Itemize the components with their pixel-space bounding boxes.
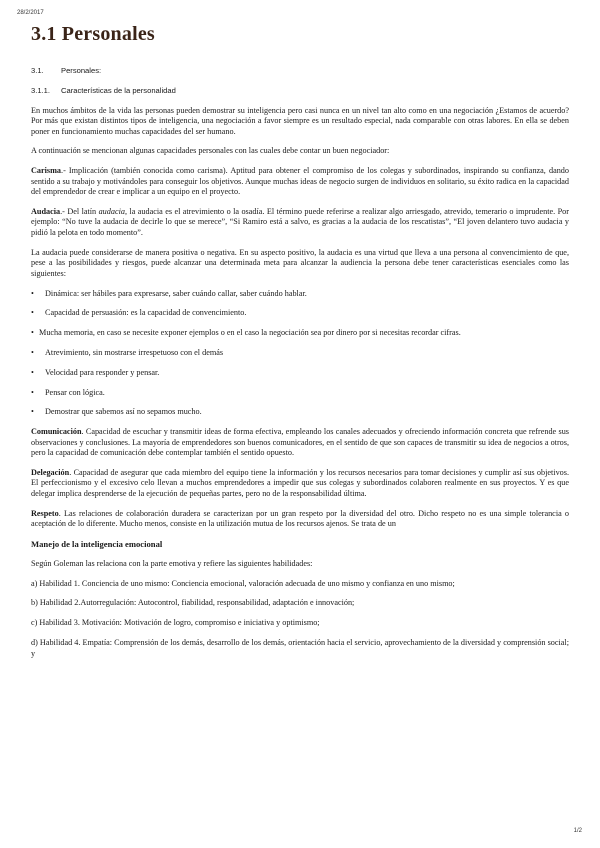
list-item: • Mucha memoria, en caso se necesite exponer ejemplos o en el caso la negociación sea por dinero por si necesitas recordar cifras.	[31, 328, 569, 339]
header-date: 28/2/2017	[17, 10, 44, 16]
list-item: •Pensar con lógica.	[31, 388, 569, 399]
page-title: 3.1 Personales	[31, 23, 155, 45]
bullet-icon	[31, 388, 45, 399]
emotional-intelligence-heading: Manejo de la inteligencia emocional	[31, 539, 163, 550]
carisma-term: Carisma	[31, 166, 62, 176]
page-number: 1/2	[573, 828, 582, 834]
bullet-icon	[31, 348, 45, 359]
bullet-icon	[31, 407, 45, 418]
intro-paragraph: En muchos ámbitos de la vida las personas pueden demostrar su inteligencia pero casi nunca en un nivel tan alto como en una negociación ¿Estamos de acuerdo? Por más que existan distintos tipos de inteligencia, una negociación a favor siempre es un resultado especial, nada comparable con otras labores. En ella se deben poner en funcionamiento muchas capacidades del ser humano.	[31, 105, 569, 136]
audacia-paragraph: Audacia.- Del latín audacia, la audacia es el atrevimiento o la osadía. El término puede referirse a realizar algo arriesgado, atrevido, temerario o imprudente. Por ejemplo: “No tuve la audacia de decirle lo que se merece”, “Si Ramiro está a salvo, es gracias a la audacia de los rescatistas”, “El joven delantero tuvo audacia y pidió la pelota en todo momento”.	[31, 206, 569, 237]
respeto-paragraph: Respeto. Las relaciones de colaboración duradera se caracterizan por un gran respeto por la diversidad del otro. Dicho respeto no es una simple tolerancia o aceptación de lo diferente. Mucho menos, consiste en la utilización mutua de los recursos ajenos. Se trata de un	[31, 508, 569, 529]
list-item: •Capacidad de persuasión: es la capacidad de convencimiento.	[31, 308, 569, 319]
comunicacion-term: Comunicación	[31, 427, 82, 437]
goleman-paragraph: Según Goleman las relaciona con la parte emotiva y refiere las siguientes habilidades:	[31, 558, 313, 568]
section-heading-3-1	[31, 66, 569, 77]
bullet-icon	[31, 328, 37, 339]
bullet-icon	[31, 289, 45, 300]
skill-d: d) Habilidad 4. Empatía: Comprensión de los demás, desarrollo de los demás, orientación hacia el servicio, aprovechamiento de la diversidad y comprensión social; y	[31, 638, 569, 658]
skill-c: c) Habilidad 3. Motivación: Motivación de logro, compromiso e iniciativa y optimismo;	[31, 618, 320, 628]
bullet-icon	[31, 308, 45, 319]
section-label: Personales:	[61, 66, 102, 75]
list-item: •Atrevimiento, sin mostrarse irrespetuoso con el demás	[31, 348, 569, 359]
section-heading-3-1-1	[31, 86, 569, 97]
list-item: •Dinámica: ser hábiles para expresarse, saber cuándo callar, saber cuándo hablar.	[31, 289, 569, 300]
delegacion-term: Delegación	[31, 467, 70, 477]
skill-a: a) Habilidad 1. Conciencia de uno mismo: Conciencia emocional, valoración adecuada de uno mismo y confianza en uno mismo;	[31, 578, 455, 588]
section-number: 3.1.	[31, 66, 44, 75]
audacia-term: Audacia	[31, 206, 61, 216]
carisma-paragraph: Carisma.- Implicación (también conocida como carisma). Aptitud para obtener el compromiso de los colegas y subordinados, inspirando su confianza, dando sentido a su trabajo y motivándoles para conseguir los objetivos. Aunque muchas ideas de negocio surgen de individuos en solitario, su éxito radica en la capacidad del emprendedor de crear e implicar a un equipo en el proyecto.	[31, 166, 569, 197]
audacia-second-paragraph: La audacia puede considerarse de manera positiva o negativa. En su aspecto positivo, la audacia es una virtud que lleva a una persona al convencimiento de que, pese a las posibilidades y riesgos, puede alcanzar una determinada meta para alcanzar la audiencia la persona debe tener características esenciales como las siguientes:	[31, 247, 569, 278]
respeto-term: Respeto	[31, 508, 59, 518]
bullet-icon	[31, 368, 45, 379]
delegacion-paragraph: Delegación. Capacidad de asegurar que cada miembro del equipo tiene la información y los recursos necesarios para tomar decisiones y cumplir así sus objetivos. El perfeccionismo y el excesivo celo llevan a muchos emprendedores a impedir que sus colegas y subordinados colaboren realmente en sus proyectos. Y es que delegar implica desprenderse de la ejecución de pequeñas partes, pero no de la responsabilidad última.	[31, 467, 569, 498]
document-body	[31, 66, 569, 668]
list-item: •Demostrar que sabemos así no sepamos mucho.	[31, 407, 569, 418]
comunicacion-paragraph: Comunicación. Capacidad de escuchar y transmitir ideas de forma efectiva, empleando los canales adecuados y ofreciendo información concreta que refrende sus observaciones y conclusiones. La mayoría de emprendedores son buenos comunicadores, en el sentido de que son capaces de transmitir su idea de negocios a otros, pero la capacidad de comunicación debe contemplar también el sentido opuesto.	[31, 427, 569, 458]
characteristics-list	[31, 289, 569, 418]
section-label: Características de la personalidad	[61, 85, 176, 95]
skill-b: b) Habilidad 2.Autorregulación: Autocontrol, fiabilidad, responsabilidad, adaptación e innovación;	[31, 598, 355, 608]
continuation-paragraph: A continuación se mencionan algunas capacidades personales con las cuales debe contar un buen negociador:	[31, 146, 390, 156]
list-item: •Velocidad para responder y pensar.	[31, 368, 569, 379]
section-number: 3.1.1.	[31, 85, 50, 95]
